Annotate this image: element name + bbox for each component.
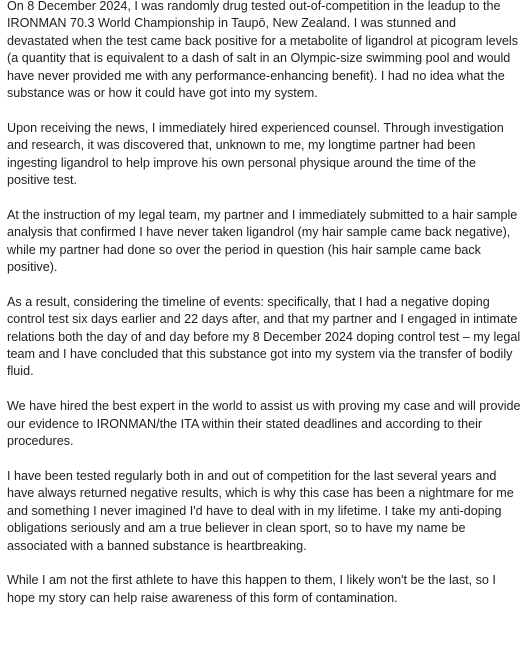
post-paragraph: As a result, considering the timeline of events: specifically, that I had a negative doping control test six days earlier and 22 days after, and that my partner and I engaged in intimate relations both the day of and day before my 8 December 2024 doping control test – my legal team and I have concluded that this substance got into my system via the transfer of bodily fluid. [7, 294, 521, 379]
post-paragraph: We have hired the best expert in the world to assist us with proving my case and will provide our evidence to IRONMAN/the ITA within their stated deadlines and according to their procedures. [7, 399, 521, 449]
post-paragraph: I have been tested regularly both in and out of competition for the last several years and have always returned negative results, which is why this case has been a nightmare for me and something I never imagined I'd have to deal with in my lifetime. I take my anti-doping obligations seriously and am a true believer in clean sport, so to have my name be associated with a banned substance is heartbreaking. [7, 468, 514, 553]
post-paragraph: While I am not the first athlete to have this happen to them, I likely won't be the last, so I hope my story can help raise awareness of this form of contamination. [7, 573, 496, 605]
post-paragraph: Upon receiving the news, I immediately hired experienced counsel. Through investigation and research, it was discovered that, unknown to me, my longtime partner had been ingesting ligandrol to help improve his own personal physique around the time of the positive test. [7, 120, 504, 188]
post-paragraph: At the instruction of my legal team, my partner and I immediately submitted to a hair sample analysis that confirmed I have never taken ligandrol (my hair sample came back negative), while my partner had done so over the period in question (his hair sample came back positive). [7, 207, 518, 275]
post-paragraph: On 8 December 2024, I was randomly drug tested out-of-competition in the leadup to the IRONMAN 70.3 World Championship in Taupō, New Zealand. I was stunned and devastated when the test came back positive for a metabolite of ligandrol at picogram levels (a quantity that is equivalent to a dash of salt in an Olympic-size swimming pool and would have never provided me with any performance-enhancing benefit). I had no idea what the substance was or how it could have got into my system. [7, 0, 519, 101]
